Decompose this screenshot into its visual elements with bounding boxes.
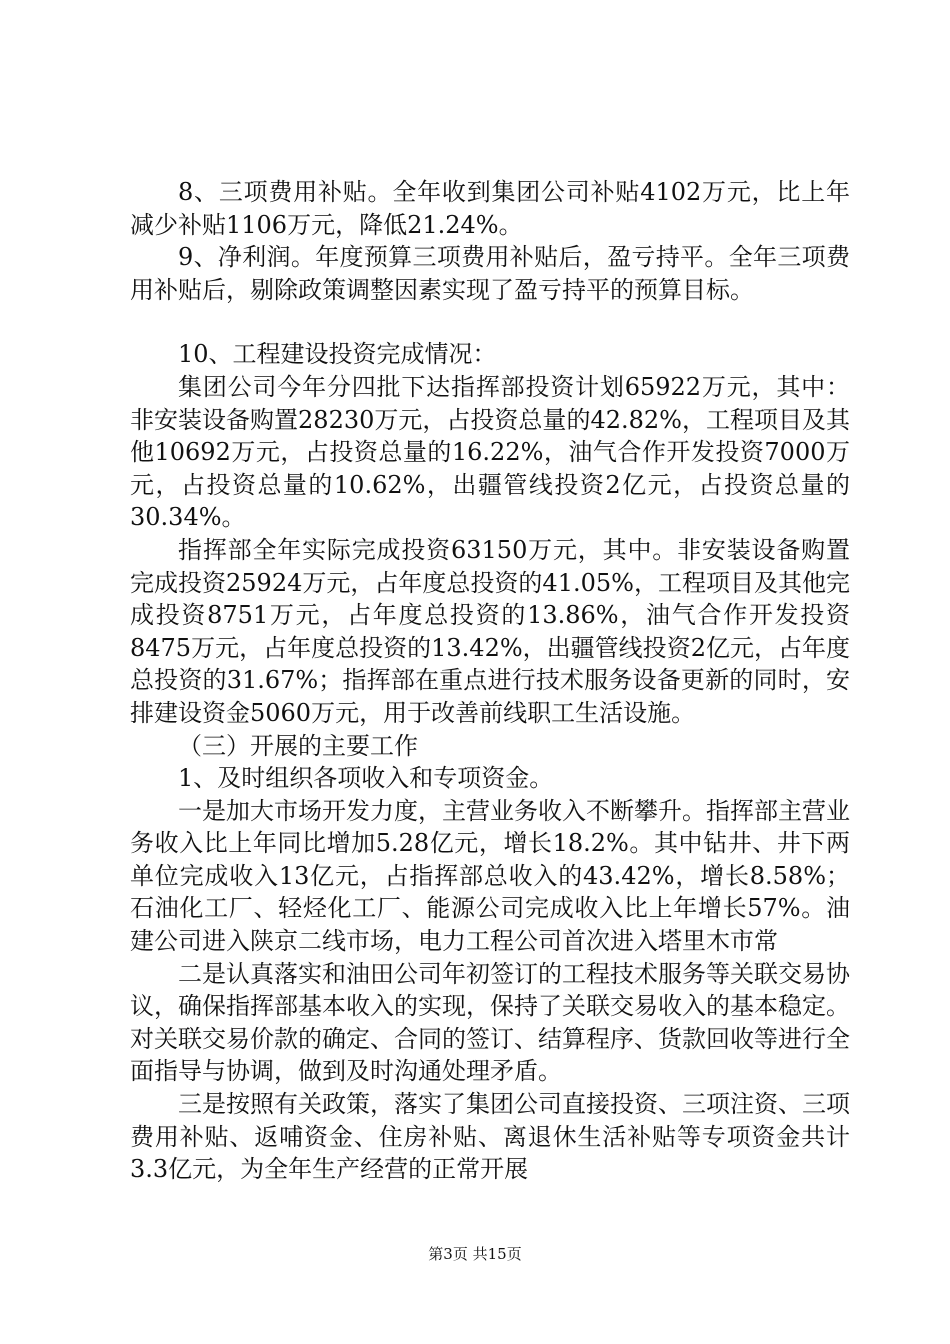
paragraph-item-8: 8、三项费用补贴。全年收到集团公司补贴4102万元，比上年减少补贴1106万元，降低21.24%。	[130, 178, 850, 239]
page-body	[130, 176, 850, 1186]
paragraph-investment-actual: 指挥部全年实际完成投资63150万元，其中。非安装设备购置完成投资25924万元，占年度总投资的41.05%，工程项目及其他完成投资8751万元，占年度总投资的13.86%，油气合作开发投资8475万元，占年度总投资的13.42%，出疆管线投资2亿元，占年度总投资的31.67%；指挥部在重点进行技术服务设备更新的同时，安排建设资金5060万元，用于改善前线职工生活设施。	[130, 535, 850, 727]
paragraph-point-three: 三是按照有关政策，落实了集团公司直接投资、三项注资、三项费用补贴、返哺资金、住房补贴、离退休生活补贴等专项资金共计3.3亿元，为全年生产经营的正常开展	[130, 1090, 850, 1184]
paragraph-item-9: 9、净利润。年度预算三项费用补贴后，盈亏持平。全年三项费用补贴后，剔除政策调整因素实现了盈亏持平的预算目标。	[130, 243, 850, 304]
paragraph-gap	[130, 306, 850, 338]
paragraph-point-one: 一是加大市场开发力度，主营业务收入不断攀升。指挥部主营业务收入比上年同比增加5.28亿元，增长18.2%。其中钻井、井下两单位完成收入13亿元，占指挥部总收入的43.42%，增长8.58%；石油化工厂、轻烃化工厂、能源公司完成收入比上年增长57%。油建公司进入陕京二线市场，电力工程公司首次进入塔里木市常	[130, 796, 850, 956]
section-heading-main-work: （三）开展的主要工作	[178, 731, 418, 760]
paragraph-point-two: 二是认真落实和油田公司年初签订的工程技术服务等关联交易协议，确保指挥部基本收入的实现，保持了关联交易收入的基本稳定。对关联交易价款的确定、合同的签订、结算程序、货款回收等进行全面指导与协调，做到及时沟通处理矛盾。	[130, 959, 850, 1086]
page-footer: 第3页 共15页	[428, 1245, 522, 1263]
paragraph-item-10-heading: 10、工程建设投资完成情况：	[178, 340, 497, 369]
paragraph-investment-plan: 集团公司今年分四批下达指挥部投资计划65922万元，其中：非安装设备购置28230万元，占投资总量的42.82%，工程项目及其他10692万元，占投资总量的16.22%，油气合作开发投资7000万元，占投资总量的10.62%，出疆管线投资2亿元，占投资总量的30.34%。	[130, 372, 850, 532]
subheading-income-funds: 1、及时组织各项收入和专项资金。	[178, 764, 554, 793]
